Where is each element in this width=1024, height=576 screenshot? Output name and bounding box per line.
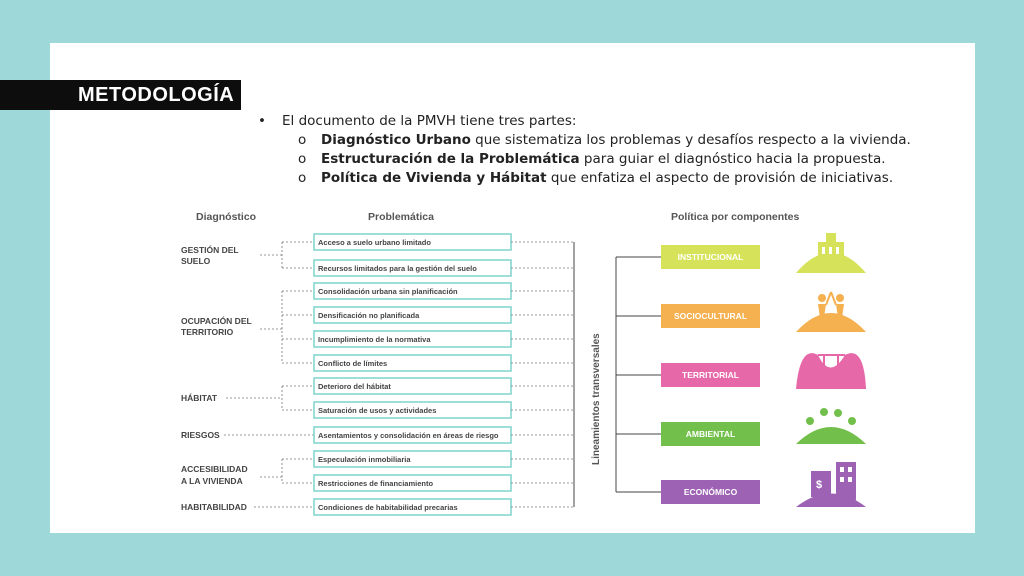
problem-label: Restricciones de financiamiento: [318, 479, 434, 488]
component-list: [661, 245, 760, 504]
sub-bullet: o: [298, 132, 307, 148]
problem-label: Consolidación urbana sin planificación: [318, 287, 458, 296]
problem-label: Densificación no planificada: [318, 311, 420, 320]
territory-icon: [796, 353, 866, 389]
problem-label: Asentamientos y consolidación en áreas de riesgo: [318, 431, 499, 440]
sub-bullet: o: [298, 170, 307, 186]
problem-label: Deterioro del hábitat: [318, 382, 391, 391]
component-label: INSTITUCIONAL: [677, 252, 744, 262]
problem-label: Acceso a suelo urbano limitado: [318, 238, 431, 247]
sub-item-bold: Política de Vivienda y Hábitat: [321, 170, 547, 186]
intro-text: El documento de la PMVH tiene tres partes:: [282, 113, 577, 129]
component-label: TERRITORIAL: [682, 370, 739, 380]
header-politica: Política por componentes: [671, 211, 800, 223]
trees-icon: [796, 408, 866, 444]
group-label: HABITABILIDAD: [181, 502, 247, 512]
problem-label: Conflicto de límites: [318, 359, 388, 368]
group-label: SUELO: [181, 256, 211, 266]
group-label: OCUPACIÓN DEL: [181, 316, 252, 326]
group-label: HÁBITAT: [181, 393, 218, 403]
sub-item-rest: que sistematiza los problemas y desafíos respecto a la vivienda.: [470, 132, 911, 148]
slide-title: METODOLOGÍA: [78, 84, 235, 106]
group-label: RIESGOS: [181, 430, 220, 440]
group-label: A LA VIVIENDA: [181, 476, 243, 486]
problem-label: Especulación inmobiliaria: [318, 455, 411, 464]
institution-icon: [796, 233, 866, 273]
sub-item-rest: que enfatiza el aspecto de provisión de iniciativas.: [546, 170, 894, 186]
right-connectors: [511, 242, 574, 507]
component-label: AMBIENTAL: [685, 429, 736, 439]
problem-label: Condiciones de habitabilidad precarias: [318, 503, 458, 512]
economy-icon: [796, 462, 866, 507]
component-label: ECONÓMICO: [683, 487, 738, 497]
problem-label: Recursos limitados para la gestión del suelo: [318, 264, 477, 273]
sub-item-bold: Estructuración de la Problemática: [321, 151, 580, 167]
sub-bullet: o: [298, 151, 307, 167]
component-label: SOCIOCULTURAL: [673, 311, 748, 321]
group-label: ACCESIBILIDAD: [181, 464, 248, 474]
vertical-label: Lineamientos transversales: [591, 333, 602, 465]
header-problematica: Problemática: [368, 211, 434, 223]
component-bracket: [616, 257, 661, 492]
problem-label: Incumplimiento de la normativa: [318, 335, 431, 344]
bullet-dot: •: [258, 113, 266, 129]
svg-text:$: $: [816, 479, 823, 491]
problem-list: [314, 234, 511, 515]
sub-item-rest: para guiar el diagnóstico hacia la propuesta.: [579, 151, 886, 167]
header-diagnostico: Diagnóstico: [196, 211, 257, 223]
group-label: GESTIÓN DEL: [181, 245, 239, 255]
diagnostico-groups: [181, 244, 252, 512]
group-label: TERRITORIO: [181, 327, 234, 337]
sub-item-bold: Diagnóstico Urbano: [321, 132, 471, 148]
people-icon: [796, 292, 866, 332]
problem-label: Saturación de usos y actividades: [318, 406, 437, 415]
